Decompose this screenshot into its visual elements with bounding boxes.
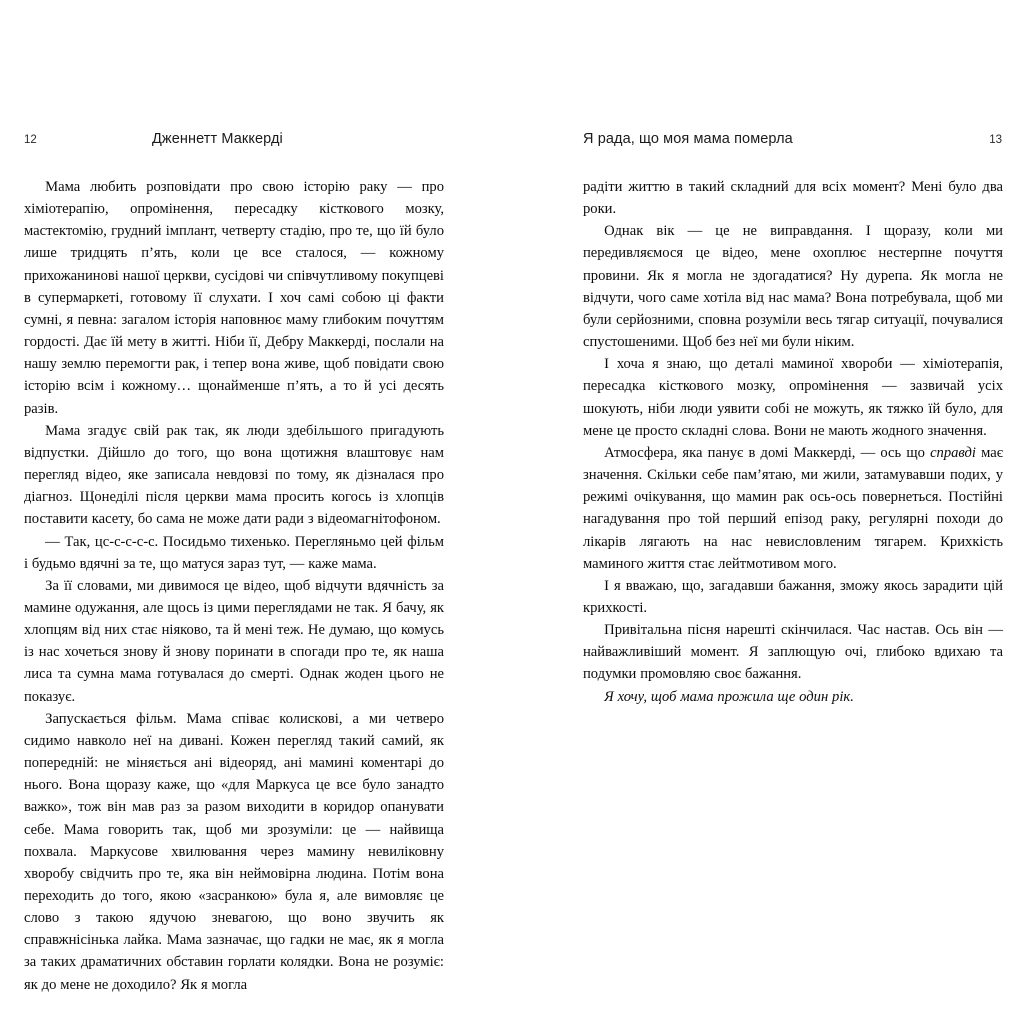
left-page-running-head: Дженнетт Маккерді	[152, 131, 283, 147]
paragraph: І хоча я знаю, що деталі маминої хвороби — хіміотерапія, пересадка кісткового мозку, опромінення — зазвичай усіх шокують, ніби люди уявити собі не можуть, як тяжко їй було, для мене це просто складні слова. Вони не мають жодного значення.	[583, 356, 1003, 439]
emphasised-word: справді	[930, 444, 976, 461]
right-page-folio: 13	[989, 134, 1002, 146]
paragraph-text-before-emphasis: Атмосфера, яка панує в домі Маккерді, — ось що	[604, 444, 931, 461]
right-page-text-column	[583, 176, 1003, 708]
paragraph: Мама любить розповідати про свою історію раку — про хіміотерапію, опромінення, пересадку кісткового мозку, мастектомію, грудний імплант, четверту стадію, про те, що їй було лише тридцять п’ять, коли це все сталося, — кожному прихожанинові нашої церкви, сусідові чи співчутливому покупцеві в супермаркеті, готовому її слухати. І хоч самі собою ці факти сумні, я певна: загалом історія наповнює маму глибоким почуттям гордості. Дає їй мету в житті. Ніби її, Дебру Маккерді, послали на нашу землю перемогти рак, і тепер вона живе, щоб повідати свою історію всім і кожному… щонайменше п’ять, а то й усі десять разів.	[24, 179, 444, 417]
left-page-text-column	[24, 176, 444, 996]
paragraph-wish-italic: Я хочу, щоб мама прожила ще один рік.	[604, 688, 854, 705]
paragraph: Привітальна пісня нарешті скінчилася. Час настав. Ось він — найважливіший момент. Я заплющую очі, глибоко вдихаю та подумки промовляю своє бажання.	[583, 622, 1003, 683]
paragraph-with-emphasis	[583, 442, 1003, 575]
right-page	[512, 0, 1024, 1024]
paragraph: За її словами, ми дивимося це відео, щоб відчути вдячність за мамине одужання, але щось із цими переглядами не так. Я бачу, як хлопцям від них стає ніяково, та й мені теж. Не думаю, що комусь із нас хочеться знову й знову поринати в спогади про те, як наша лиса та сумна мама готувалася до смерті. Однак жоден цього не показує.	[24, 577, 444, 705]
paragraph-text-after-emphasis: має значення. Скільки себе пам’ятаю, ми жили, затамувавши подих, у режимі очікування, що мамин рак ось-ось повернеться. Постійні нагадування про той перший епізод раку, регулярні походи до лікарів лягають на нас невисловленим тягарем. Крихкість маминого життя стає лейтмотивом мого.	[583, 444, 1003, 572]
paragraph: радіти життю в такий складний для всіх момент? Мені було два роки.	[583, 179, 1003, 218]
paragraph: — Так, цс-с-с-с-с. Посидьмо тихенько. Перегляньмо цей фільм і будьмо вдячні за те, що матуся зараз тут, — каже мама.	[24, 533, 444, 572]
left-page-folio: 12	[24, 134, 37, 146]
paragraph: Мама згадує свій рак так, як люди здебільшого пригадують відпустки. Дійшло до того, що вона щотижня влаштовує нам перегляд відео, яке записала невдовзі по тому, як дізналася про діагноз. Щонеділі після церкви мама просить когось із хлопців поставити касету, бо сама не може дати ради з відеомагнітофоном.	[24, 422, 444, 528]
paragraph: Запускається фільм. Мама співає колискові, а ми четверо сидимо навколо неї на дивані. Кожен перегляд такий самий, як попередній: не міняється ані відеоряд, ані мамині коментарі до нього. Вона щоразу каже, що «для Маркуса це все було занадто важко», тож він мав раз за разом виходити в коридор опанувати себе. Мама говорить так, щоб ми зрозуміли: це — найвища похвала. Маркусове хвилювання через мамину невиліковну хворобу свідчить про те, яка він неймовірна людина. Потім вона переходить до того, якою «засранкою» була я, але вимовляє це слово з такою ядучою зневагою, що воно звучить як справжнісінька лайка. Мама зазначає, що гадки не має, як я могла за таких драматичних обставин горлати колядки. Вона не розуміє: як до мене не доходило? Як я могла	[24, 710, 444, 993]
paragraph: І я вважаю, що, загадавши бажання, зможу якось зарадити цій крихкості.	[583, 577, 1003, 616]
right-page-running-head: Я рада, що моя мама померла	[583, 131, 793, 147]
paragraph: Однак вік — це не виправдання. І щоразу, коли ми передивляємося це відео, мене охоплює нестерпне почуття провини. Як я могла не здогадатися? Ну дурепа. Як могла не відчути, чого саме хотіла від нас мама? Вона потребувала, щоб ми були серйозними, сповна розуміли весь тягар ситуації, почувалися спустошеними. Щоб без неї ми були ніким.	[583, 223, 1003, 351]
